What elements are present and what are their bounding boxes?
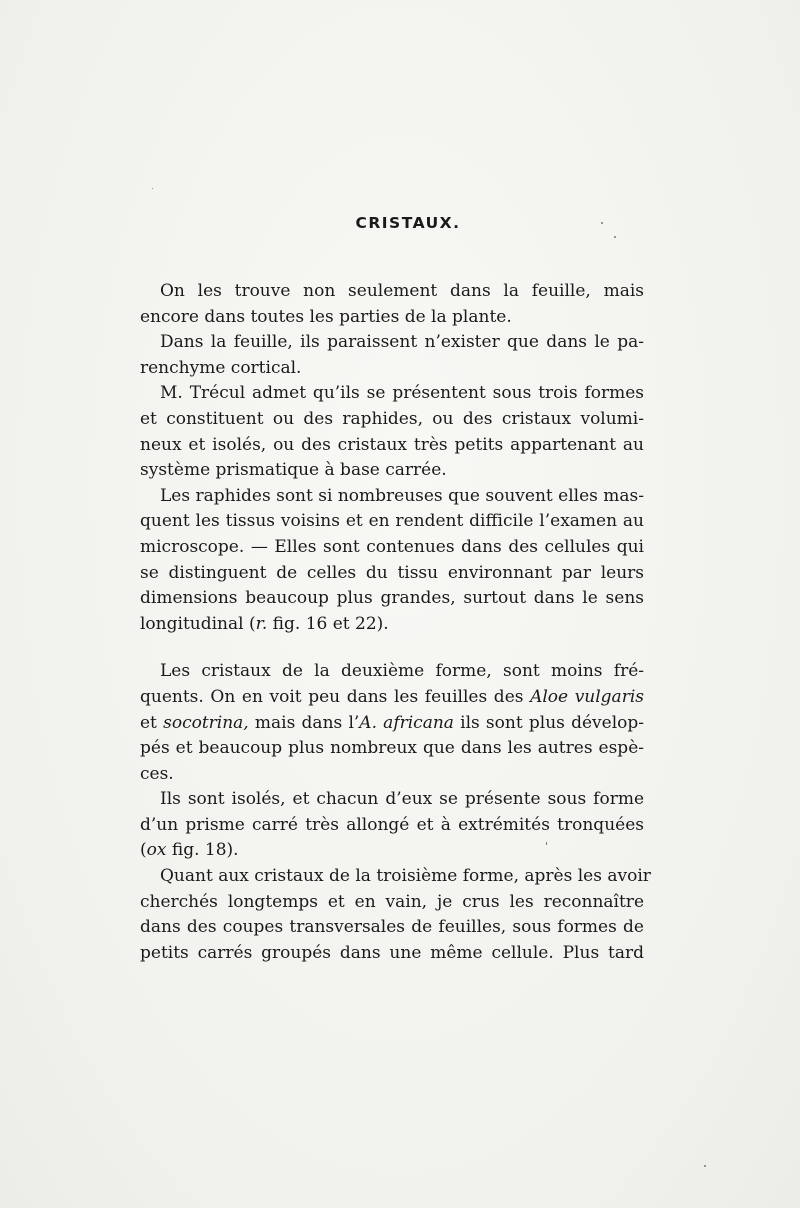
line-text: cherchés longtemps et en vain, je crus les reconnaître (140, 891, 644, 912)
line-text: microscope. — Elles sont contenues dans des cellules qui (140, 536, 644, 557)
print-speck (614, 236, 616, 238)
text-line (140, 838, 644, 864)
text-line (140, 915, 644, 941)
text-line (140, 381, 644, 407)
line-text: Ils sont isolés, et chacun d’eux se présente sous forme (160, 789, 644, 810)
text-line (140, 509, 644, 535)
text-line (140, 586, 644, 612)
print-speck (601, 222, 603, 224)
text-line (140, 433, 644, 459)
line-text: mais dans l’ (248, 712, 360, 733)
text-line (140, 762, 644, 788)
line-text: système prismatique à base carrée. (140, 460, 447, 481)
paragraph (140, 381, 644, 483)
line-text: Quant aux cristaux de la troisième forme, après les avoir (160, 866, 651, 887)
paragraph (140, 484, 644, 638)
text-line (140, 356, 644, 382)
text-line (140, 890, 644, 916)
line-text: encore dans toutes les parties de la plante. (140, 306, 512, 327)
italic-text: r. (255, 613, 268, 634)
line-text: ils sont plus dévelop- (453, 712, 644, 733)
line-text: et constituent ou des raphides, ou des cristaux volumi- (140, 408, 644, 429)
text-line (140, 612, 644, 638)
line-text: quents. On en voit peu dans les feuilles des (140, 686, 531, 707)
line-text: Les cristaux de la deuxième forme, sont moins fré- (160, 661, 644, 682)
line-text: renchyme cortical. (140, 357, 302, 378)
line-text: ( (140, 840, 147, 861)
text-line (140, 305, 644, 331)
line-text: Les raphides sont si nombreuses que souvent elles mas- (160, 485, 644, 506)
text-line (140, 561, 644, 587)
line-text: fig. 16 et 22). (267, 613, 389, 634)
line-text: ces. (140, 763, 174, 784)
text-line (140, 864, 651, 890)
text-line (140, 659, 644, 685)
body-text (140, 279, 651, 966)
paragraph (140, 279, 644, 330)
text-line (140, 458, 644, 484)
text-line (140, 941, 644, 967)
print-speck (546, 842, 547, 845)
paragraph (140, 787, 644, 864)
line-text: petits carrés groupés dans une même cellule. Plus tard (140, 942, 644, 963)
paragraph (140, 659, 644, 787)
line-text: longitudinal ( (140, 613, 256, 634)
text-line (140, 813, 644, 839)
section-heading: CRISTAUX. (355, 214, 461, 232)
print-speck (152, 188, 153, 189)
text-line (140, 535, 644, 561)
line-text: On les trouve non seulement dans la feuille, mais (160, 281, 644, 301)
line-text: M. Trécul admet qu’ils se présentent sous trois formes (160, 383, 644, 404)
line-text: dans des coupes transversales de feuilles, sous formes de (140, 917, 644, 938)
text-line (140, 685, 644, 711)
line-text: quent les tissus voisins et en rendent difficile l’examen au (140, 511, 644, 532)
line-text: et (140, 712, 164, 733)
line-text: se distinguent de celles du tissu environnant par leurs (140, 562, 644, 583)
italic-text: socotrina, (163, 712, 249, 733)
text-line (140, 407, 644, 433)
line-text: neux et isolés, ou des cristaux très petits appartenant au (140, 434, 644, 455)
line-text: d’un prisme carré très allongé et à extrémités tronquées (140, 814, 644, 835)
paragraph (140, 864, 651, 966)
line-text: fig. 18). (166, 840, 239, 861)
italic-text: Aloe vulgaris (530, 686, 644, 707)
italic-text: A. africana (359, 712, 454, 733)
text-line (140, 787, 644, 813)
line-text: Dans la feuille, ils paraissent n’exister que dans le pa- (160, 332, 644, 353)
paragraph (140, 330, 644, 381)
line-text: pés et beaucoup plus nombreux que dans les autres espè- (140, 738, 644, 759)
text-line (140, 279, 644, 305)
italic-text: ox (146, 840, 167, 861)
text-line (140, 711, 644, 737)
print-speck (704, 1165, 706, 1167)
text-line (140, 484, 644, 510)
text-line (140, 736, 644, 762)
text-line (140, 330, 644, 356)
line-text: dimensions beaucoup plus grandes, surtout dans le sens (140, 588, 644, 609)
